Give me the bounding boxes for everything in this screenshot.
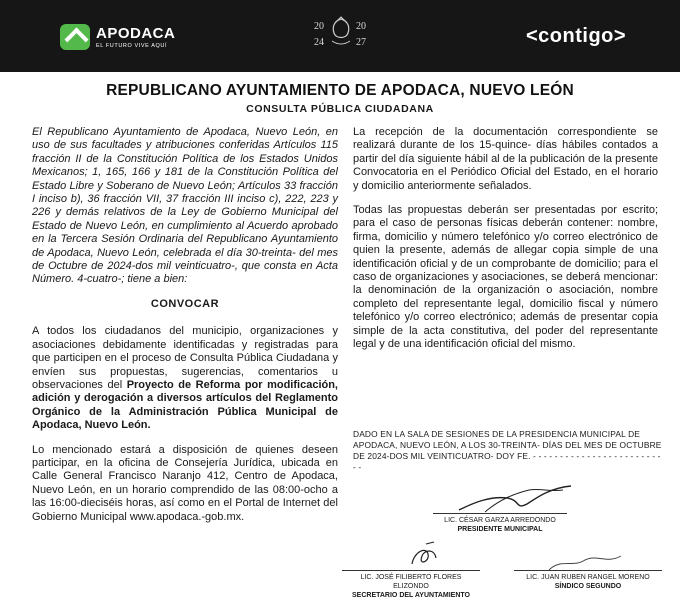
propuestas-paragraph: Todas las propuestas deberán ser presentadas por escrito; para el caso de personas físicas deberán contener: nombre, firma, domicilio y número telefónico y/o correo electrónico de quien la presente, además de allegar copia simple de una identificación oficial y de un comprobante de domicilio; para el caso de organizaciones y asociaciones, se deberá mencionar: la denominación de la organización o asociación, nombre completo del representante legal, domicilio fiscal y número telefónico y/o correo electrónico; además de presentar copia simple de la acta constitutiva, del poder del representante legal y de una identificación oficial del mismo. bbox=[353, 204, 658, 351]
contigo-logo: <contigo> bbox=[526, 25, 627, 47]
signature-scribble-icon bbox=[404, 540, 444, 570]
recepcion-paragraph: La recepción de la documentación correspondiente se realizará durante de los 15-quince- días hábiles contados a partir del día siguiente hábil al de la publicación de la presente Convocatoria en el Periódico Oficial del Estado, en el horario y domicilio anteriormente señalados. bbox=[353, 126, 658, 192]
seal-year-digit: 24 bbox=[314, 37, 324, 48]
signature-name: LIC. JOSÉ FILIBERTO FLORES ELIZONDO bbox=[360, 574, 462, 590]
signature-role: PRESIDENTE MUNICIPAL bbox=[457, 526, 543, 533]
seal-year-digit: 20 bbox=[356, 21, 366, 32]
signature-sindico bbox=[514, 570, 662, 591]
seal-year-digit: 27 bbox=[356, 37, 366, 48]
closing-statement: DADO EN LA SALA DE SESIONES DE LA PRESIDENCIA MUNICIPAL DE APODACA, NUEVO LEÓN, A LOS 30-TREINTA- DÍAS DEL MES DE OCTUBRE DE 2024-DOS MIL VEINTICUATRO- DOY FE. - - - - - - - - - - - - - - - - - - - - - - - - - - bbox=[353, 429, 662, 472]
intro-paragraph: El Republicano Ayuntamiento de Apodaca, Nuevo León, en uso de sus facultades y atribuciones conferidas Artículos 115 fracción II de la Constitución Política de los Estados Unidos Mexicanos; 1, 165, 166 y 181 de la Constitución Política del Estado Libre y Soberano de Nuevo León; Artículos 33 fracción I inciso b), 36 fracción VII, 37 fracción III inciso c), 222, 223 y 226 y demás relativos de la Ley de Gobierno Municipal del Estado de Nuevo León, en cumplimiento al Acuerdo aprobado en la Tercera Sesión Ordinaria del Republicano Ayuntamiento de Apodaca, Nuevo León, celebrada el día 30-treinta- del mes de Octubre de 2024-dos mil veinticuatro-, que consta en Acta Número. 4-cuatro-; tiene a bien: bbox=[32, 126, 338, 286]
apodaca-logo bbox=[60, 24, 175, 50]
header-bar bbox=[0, 0, 680, 72]
signature-name: LIC. JUAN RUBEN RANGEL MORENO bbox=[526, 574, 650, 581]
municipal-seal bbox=[312, 15, 370, 55]
signature-role: SECRETARIO DEL AYUNTAMIENTO bbox=[352, 592, 470, 599]
convocatoria-paragraph bbox=[32, 325, 338, 432]
signature-role: SÍNDICO SEGUNDO bbox=[554, 583, 622, 590]
document-subtitle: CONSULTA PÚBLICA CIUDADANA bbox=[246, 103, 434, 115]
apodaca-logo-tagline: EL FUTURO VIVE AQUÍ bbox=[96, 42, 168, 49]
document-title: REPUBLICANO AYUNTAMIENTO DE APODACA, NUEVO LEÓN bbox=[106, 82, 574, 99]
seal-year-digit: 20 bbox=[314, 21, 324, 32]
convocatoria-text: A todos los ciudadanos del municipio, organizaciones y asociaciones debidamente identificadas y registradas para que participen en el proceso de Consulta Pública Ciudadana y envíen sus propuestas, sugerencias, comentarios u observaciones del bbox=[32, 325, 338, 391]
signature-scribble-icon bbox=[455, 482, 575, 516]
convocatoria-project: Proyecto de Reforma por modificación, adición y derogación a diversos artículos del Reglamento Orgánico de la Administración Pública Municipal de Apodaca, Nuevo León. bbox=[32, 378, 338, 432]
disposicion-paragraph: Lo mencionado estará a disposición de quienes deseen participar, en la oficina de Consejería Jurídica, ubicada en Calle General Francisco Naranjo 412, Centro de Apodaca, Nuevo León, en un horario comprendido de las 08:00-ocho a las 16:00-dieciséis horas, así como en el Portal de Internet del Gobierno Municipal www.apodaca.-gob.mx. bbox=[32, 443, 338, 523]
left-column bbox=[32, 126, 338, 535]
convocar-heading: CONVOCAR bbox=[150, 297, 220, 310]
right-column bbox=[353, 126, 658, 363]
signature-presidente bbox=[433, 513, 567, 534]
signature-secretario bbox=[342, 570, 480, 600]
signature-name: LIC. CÉSAR GARZA ARREDONDO bbox=[444, 517, 556, 524]
apodaca-arrow-icon bbox=[60, 24, 90, 50]
apodaca-logo-name: APODACA bbox=[96, 24, 176, 42]
